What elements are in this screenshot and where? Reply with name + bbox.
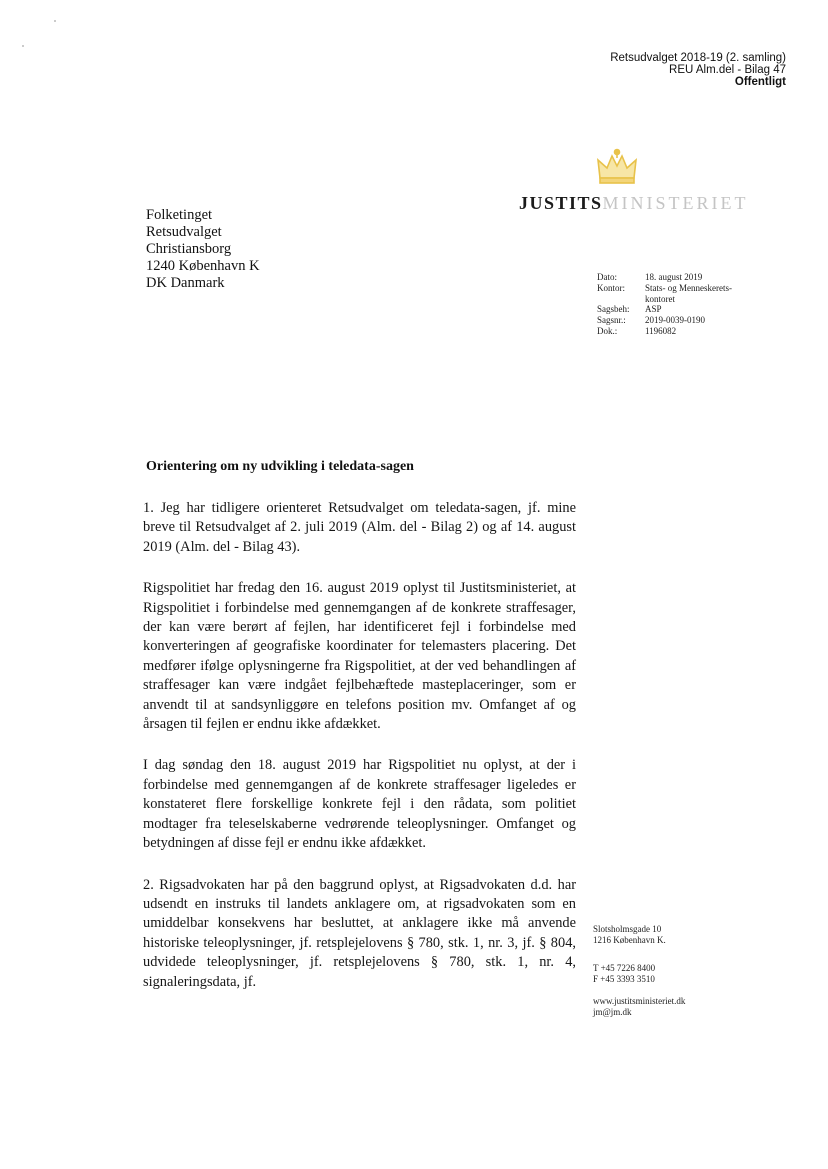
footer-email-link[interactable]: jm@jm.dk	[593, 1007, 632, 1017]
meta-value: 2019-0039-0190	[645, 315, 705, 326]
footer-web-block	[593, 996, 685, 1018]
meta-key	[597, 294, 645, 305]
reference-line-1: Retsudvalget 2018-19 (2. samling)	[610, 52, 786, 64]
footer-fax: F +45 3393 3510	[593, 974, 655, 984]
meta-value: 1196082	[645, 325, 677, 336]
footer-address	[593, 924, 666, 946]
crown-icon	[594, 148, 640, 188]
meta-row	[597, 326, 755, 337]
paragraph: 1. Jeg har tidligere orienteret Retsudvalget om teledata-sagen, jf. mine breve til Retsudvalget af 2. juli 2019 (Alm. del - Bilag 2) og af 14. august 2019 (Alm. del - Bilag 43).	[143, 500, 576, 555]
footer-phone-block	[593, 963, 655, 985]
paragraph: 2. Rigsadvokaten har på den baggrund oplyst, at Rigsadvokaten d.d. har udsendt en instruks til landets anklagere om, at rigsadvokaten som en umiddelbar konsekvens har besluttet, at anklagere ikke må anvende historiske teleoplysninger, jf. retsplejelovens § 780, stk. 1, nr. 3, jf. § 804, udvidede teleoplysninger, jf. retsplejelovens § 780, stk. 1, nr. 4, signaleringsdata, jf.	[143, 876, 576, 990]
meta-row	[597, 283, 755, 294]
meta-row	[597, 315, 755, 326]
meta-value: ASP	[645, 304, 662, 315]
letter-body	[143, 499, 576, 1014]
meta-row	[597, 272, 755, 283]
letter-title: Orientering om ny udvikling i teledata-sagen	[146, 459, 414, 474]
meta-row	[597, 294, 755, 305]
recipient-line: 1240 København K	[146, 258, 260, 274]
recipient-line: DK Danmark	[146, 275, 225, 291]
ministry-logo	[519, 193, 749, 214]
recipient-address	[146, 207, 260, 292]
footer-website-link[interactable]: www.justitsministeriet.dk	[593, 996, 686, 1006]
case-metadata	[597, 272, 755, 337]
meta-key: Dato:	[597, 272, 617, 282]
reference-line-2: REU Alm.del - Bilag 47	[669, 64, 786, 76]
meta-key: Kontor:	[597, 282, 625, 293]
scan-speck	[54, 20, 56, 22]
footer-city: 1216 København K.	[593, 935, 666, 945]
reference-line-3: Offentligt	[734, 76, 786, 88]
footer-phone: T +45 7226 8400	[593, 963, 656, 973]
meta-key: Sagsbeh:	[597, 304, 630, 315]
meta-key: Sagsnr.:	[597, 315, 626, 326]
recipient-line: Christiansborg	[146, 241, 232, 257]
recipient-line: Retsudvalget	[146, 224, 222, 240]
logo-bold-text: JUSTITS	[519, 193, 603, 213]
meta-key: Dok.:	[597, 325, 618, 336]
logo-light-text: MINISTERIET	[602, 193, 749, 213]
paragraph: Rigspolitiet har fredag den 16. august 2019 oplyst til Justitsministeriet, at Rigspolitiet i forbindelse med gennemgangen af de konkrete straffesager, der kan være berørt af fejlen, har identificeret fejl i forbindelse med konverteringen af geografiske koordinater for telemasters placering. Det medfører ifølge oplysningerne fra Rigspolitiet, at der ved behandlingen af straffesager kan være indgået fejlbehæftede masteplaceringer, som er anvendt til at sandsynliggøre en telefons position mv. Omfanget af og årsagen til fejlen er endnu ikke afdækket.	[143, 580, 576, 733]
scan-speck	[22, 45, 24, 47]
footer-street: Slotsholmsgade 10	[593, 924, 662, 934]
meta-value: Stats- og Menneskerets-	[645, 282, 732, 293]
meta-row	[597, 304, 755, 315]
meta-value: 18. august 2019	[645, 272, 703, 282]
document-reference	[610, 52, 786, 88]
recipient-line: Folketinget	[146, 207, 213, 223]
paragraph: I dag søndag den 18. august 2019 har Rigspolitiet nu oplyst, at der i forbindelse med gennemgangen af de konkrete straffesager ligeledes er konstateret flere forskellige konkrete fejl i den rådata, som politiet modtager fra teleselskaberne vedrørende teleoplysninger. Omfanget og betydningen af disse fejl er endnu ikke afdækket.	[143, 757, 576, 852]
meta-value: kontoret	[645, 293, 675, 304]
